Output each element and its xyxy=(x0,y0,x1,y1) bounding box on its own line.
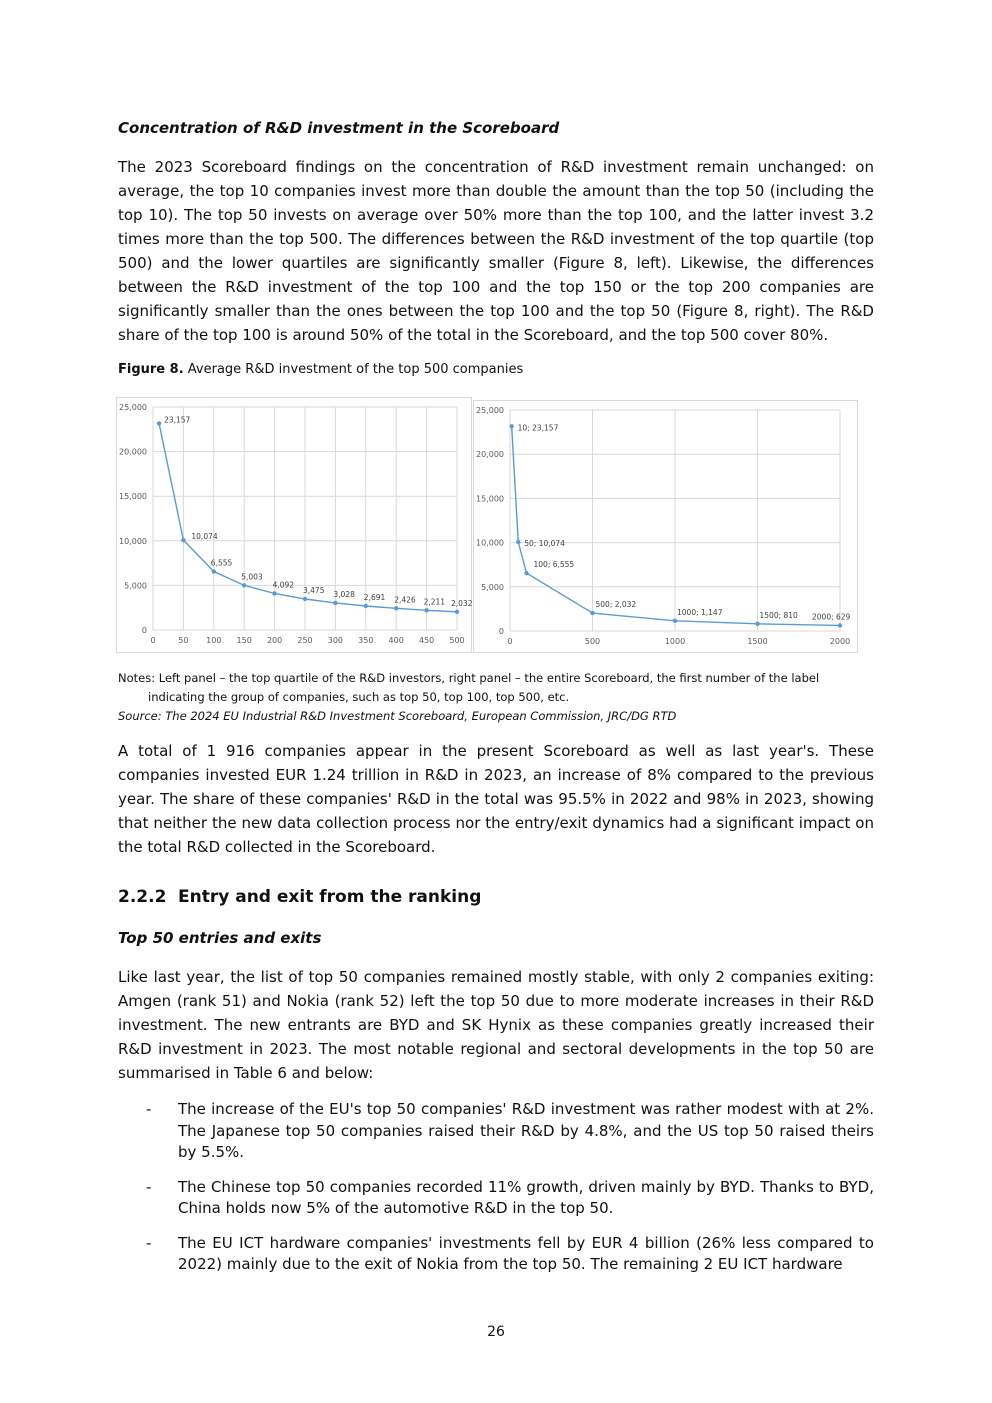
data-label: 4,092 xyxy=(272,580,295,590)
x-tick-label: 450 xyxy=(418,636,435,645)
bullet-dash: - xyxy=(146,1177,152,1196)
data-label: 23,157 xyxy=(164,415,191,425)
bullet-text: The EU ICT hardware companies' investments fell by EUR 4 billion (26% less compared to 2022) mainly due to the exit of Nokia from the top 50. The remaining 2 EU ICT hardware xyxy=(178,1233,874,1273)
section-title: Entry and exit from the ranking xyxy=(178,887,482,907)
data-point xyxy=(509,424,513,428)
x-tick-label: 150 xyxy=(236,636,252,645)
bullet-dash: - xyxy=(146,1233,152,1252)
chart-left-svg xyxy=(116,397,472,653)
x-tick-label: 2000 xyxy=(829,637,851,646)
x-tick-label: 250 xyxy=(297,636,313,645)
x-tick-label: 0 xyxy=(507,637,513,646)
data-label: 2,691 xyxy=(363,592,386,602)
figure-label: Figure 8. xyxy=(118,362,184,377)
data-label: 2,211 xyxy=(423,597,446,607)
data-point xyxy=(364,604,368,608)
chart-right-panel xyxy=(473,400,858,653)
data-label: 2,426 xyxy=(394,595,416,605)
x-tick-label: 350 xyxy=(358,636,374,645)
bullet-list xyxy=(146,1099,874,1289)
section-number: 2.2.2 xyxy=(118,887,167,907)
x-tick-label: 500 xyxy=(449,636,465,645)
notes-line-1: Notes: Left panel – the top quartile of the R&D investors, right panel – the entire Scoreboard, the first number of the label xyxy=(118,671,820,685)
data-point xyxy=(590,611,594,615)
paragraph-concentration: The 2023 Scoreboard findings on the concentration of R&D investment remain unchanged: on average, the top 10 companies invest more than double the amount than the top 50 (including the top 10). The top 50 invests on average over 50% more than the top 100, and the latter invest 3.2 times more than the top 500. The differences between the R&D investment of the top quartile (top 500) and the lower quartiles are significantly smaller (Figure 8, left). Likewise, the differences between the R&D investment of the top 100 and the top 150 or the top 200 companies are significantly smaller than the ones between the top 100 and the top 50 (Figure 8, right). The R&D share of the top 100 is around 50% of the total in the Scoreboard, and the top 500 cover 80%. xyxy=(118,158,874,344)
figure-notes xyxy=(118,669,878,726)
bullet-text: The increase of the EU's top 50 companies' R&D investment was rather modest with at 2%. The Japanese top 50 companies raised their R&D by 4.8%, and the US top 50 raised theirs by 5.5%. xyxy=(178,1100,874,1161)
section-heading: Concentration of R&D investment in the Scoreboard xyxy=(118,119,560,137)
data-point xyxy=(303,597,307,601)
data-point xyxy=(524,571,528,575)
x-tick-label: 500 xyxy=(584,637,601,646)
list-item xyxy=(146,1177,874,1220)
data-point xyxy=(424,608,428,612)
subheading-top50: Top 50 entries and exits xyxy=(118,929,322,947)
chart-frame xyxy=(117,398,472,653)
section-heading-2-2-2 xyxy=(118,887,481,907)
data-point xyxy=(838,623,842,627)
x-tick-label: 200 xyxy=(266,636,283,645)
bullet-text: The Chinese top 50 companies recorded 11% growth, driven mainly by BYD. Thanks to BYD, China holds now 5% of the automotive R&D in the top 50. xyxy=(178,1177,874,1217)
list-item xyxy=(146,1233,874,1276)
paragraph-top50: Like last year, the list of top 50 companies remained mostly stable, with only 2 companies exiting: Amgen (rank 51) and Nokia (rank 52) left the top 50 due to more moderate increases in their R&D investment. The new entrants are BYD and SK Hynix as these companies greatly increased their R&D investment in 2023. The most notable regional and sectoral developments in the top 50 are summarised in Table 6 and below: xyxy=(118,968,874,1082)
data-label: 2000; 629 xyxy=(812,612,851,622)
y-tick-label: 20,000 xyxy=(119,447,147,457)
figure-caption-text: Average R&D investment of the top 500 companies xyxy=(187,362,524,377)
y-tick-label: 5,000 xyxy=(481,582,504,592)
data-point xyxy=(516,540,520,544)
y-tick-label: 25,000 xyxy=(119,403,147,412)
x-tick-label: 400 xyxy=(388,636,404,645)
data-point xyxy=(242,583,246,587)
x-tick-label: 1500 xyxy=(747,637,768,646)
paragraph-companies-total: A total of 1 916 companies appear in the present Scoreboard as well as last year's. These companies invested EUR 1.24 trillion in R&D in 2023, an increase of 8% compared to the previous year. The share of these companies' R&D in the total was 95.5% in 2022 and 98% in 2023, showing that neither the new data collection process nor the entry/exit dynamics had a significant impact on the total R&D collected in the Scoreboard. xyxy=(118,742,874,856)
data-point xyxy=(157,421,161,425)
data-label: 5,003 xyxy=(241,572,263,582)
x-tick-label: 1000 xyxy=(664,637,686,646)
figure-caption xyxy=(118,362,523,377)
y-tick-label: 0 xyxy=(498,627,504,636)
x-tick-label: 0 xyxy=(150,636,156,645)
y-tick-label: 0 xyxy=(141,626,147,635)
data-point xyxy=(394,606,398,610)
chart-right-svg xyxy=(473,400,858,653)
data-label: 6,555 xyxy=(210,558,233,568)
data-label: 50; 10,074 xyxy=(524,538,565,548)
data-point xyxy=(673,619,677,623)
data-label: 2,032 xyxy=(451,598,472,608)
x-tick-label: 50 xyxy=(178,636,189,645)
chart-left-panel xyxy=(116,397,472,653)
data-label: 1500; 810 xyxy=(759,610,798,620)
x-tick-label: 100 xyxy=(206,636,222,645)
y-tick-label: 25,000 xyxy=(476,406,504,415)
x-tick-label: 300 xyxy=(327,636,344,645)
chart-frame xyxy=(474,401,858,653)
y-tick-label: 20,000 xyxy=(476,450,504,460)
data-label: 3,028 xyxy=(333,589,355,599)
data-label: 100; 6,555 xyxy=(533,560,575,570)
y-tick-label: 10,000 xyxy=(119,536,147,546)
data-label: 1000; 1,147 xyxy=(677,607,723,617)
y-tick-label: 15,000 xyxy=(476,494,504,504)
data-point xyxy=(455,610,459,614)
y-tick-label: 5,000 xyxy=(124,581,147,591)
bullet-dash: - xyxy=(146,1100,152,1118)
list-item xyxy=(146,1099,874,1164)
data-point xyxy=(272,591,276,595)
data-point xyxy=(181,538,185,542)
data-label: 10,074 xyxy=(191,532,218,542)
figure-source: Source: The 2024 EU Industrial R&D Investment Scoreboard, European Commission, JRC/DG RTD xyxy=(118,709,677,723)
notes-line-2: indicating the group of companies, such as top 50, top 100, top 500, etc. xyxy=(148,690,570,704)
data-point xyxy=(333,601,337,605)
page-number: 26 xyxy=(487,1324,505,1340)
data-point xyxy=(755,622,759,626)
data-label: 10; 23,157 xyxy=(517,423,559,433)
data-point xyxy=(212,569,216,573)
y-tick-label: 10,000 xyxy=(476,538,504,548)
data-label: 3,475 xyxy=(303,586,325,596)
data-label: 500; 2,032 xyxy=(595,600,637,610)
y-tick-label: 15,000 xyxy=(119,492,147,502)
